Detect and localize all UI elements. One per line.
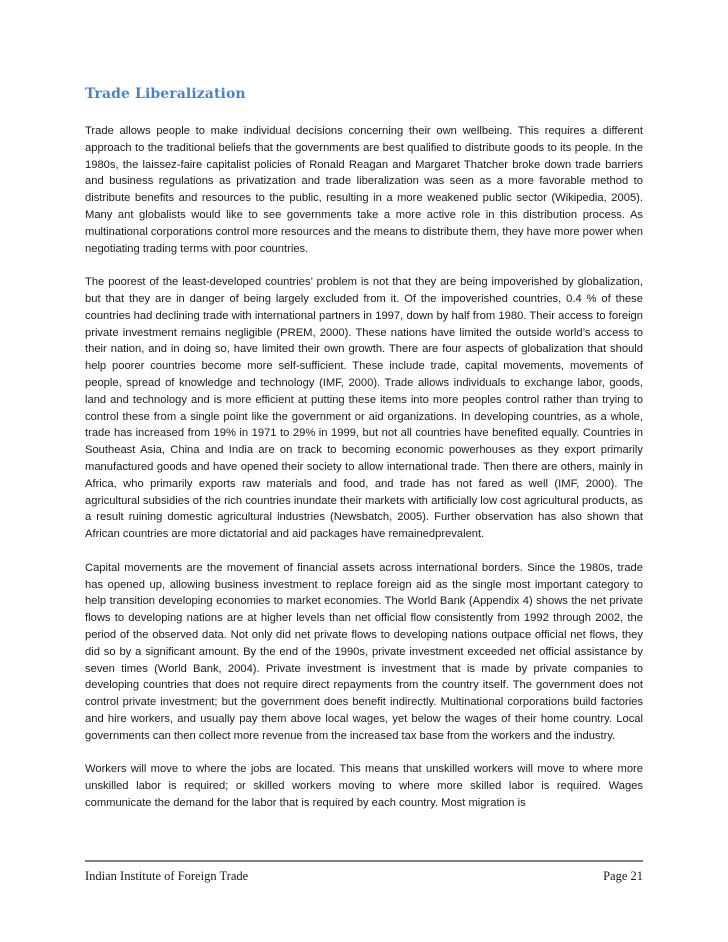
- footer-divider: [85, 860, 643, 862]
- page-number: Page 21: [603, 869, 643, 883]
- footer-institution: Indian Institute of Foreign Trade: [85, 869, 249, 883]
- paragraph-4: Workers will move to where the jobs are located. This means that unskilled workers will move to where more unskilled labor is required; or skilled workers moving to where more skilled labor is required. Wages communicate the demand for the labor that is required by each country. Most migration is: [85, 763, 643, 809]
- paragraph-2: The poorest of the least-developed countries’ problem is not that they are being impoverished by globalization, but that they are in danger of being largely excluded from it. Of the impoverished countries, 0.4 % of these countries had declining trade with international partners in 1997, down by half from 1980. Their access to foreign private investment remains negligible (PREM, 2000). These nations have limited the outside world’s access to their nation, and in doing so, have limited their own growth. There are four aspects of globalization that should help poorer countries become more self-sufficient. These include trade, capital movements, movements of people, spread of knowledge and technology (IMF, 2000). Trade allows individuals to exchange labor, goods, land and technology and is more efficient at putting these items into more peoples control rather than trying to control these from a single point like the government or aid organizations. In developing countries, as a whole, trade has increased from 19% in 1971 to 29% in 1999, but not all countries have benefited equally. Countries in Southeast Asia, China and India are on track to becoming economic powerhouses as they export primarily manufactured goods and have opened their society to allow international trade. Then there are others, mainly in Africa, who primarily exports raw materials and food, and trade has not fared as well (IMF, 2000). The agricultural subsidies of the rich countries inundate their markets with artificially low cost agricultural products, as a result ruining domestic agricultural industries (Newsbatch, 2005). Further observation has also shown that African countries are more dictatorial and aid packages have remainedprevalent.: [85, 276, 643, 541]
- body-text: [85, 123, 643, 828]
- section-heading: Trade Liberalization: [85, 86, 246, 102]
- paragraph-3: Capital movements are the movement of financial assets across international borders. Since the 1980s, trade has opened up, allowing business investment to replace foreign aid as the single most important category to help transition developing economies to market economies. The World Bank (Appendix 4) shows the net private flows to developing nations are at higher levels than net official flow consistently from 1992 through 2002, the period of the observed data. Not only did net private flows to developing nations outpace official net flows, they did so by a significant amount. By the end of the 1990s, private investment exceeded net official assistance by seven times (World Bank, 2004). Private investment is investment that is made by private companies to developing countries that does not require direct repayments from the country itself. The government does not control private investment; but the government does benefit indirectly. Multinational corporations build factories and hire workers, and usually pay them above local wages, yet below the wages of their home country. Local governments can then collect more revenue from the increased tax base from the workers and the industry.: [85, 561, 643, 742]
- paragraph-1: Trade allows people to make individual decisions concerning their own wellbeing. This requires a different approach to the traditional beliefs that the governments are best qualified to distribute goods to its people. In the 1980s, the laissez-faire capitalist policies of Ronald Reagan and Margaret Thatcher broke down trade barriers and business regulations as privatization and trade liberalization was seen as a more favorable method to distribute benefits and resources to the public, resulting in a more weakened public sector (Wikipedia, 2005). Many ant globalists would like to see governments take a more active role in this distribution process. As multinational corporations control more resources and the means to distribute them, they have more power when negotiating trading terms with poor countries.: [85, 125, 643, 255]
